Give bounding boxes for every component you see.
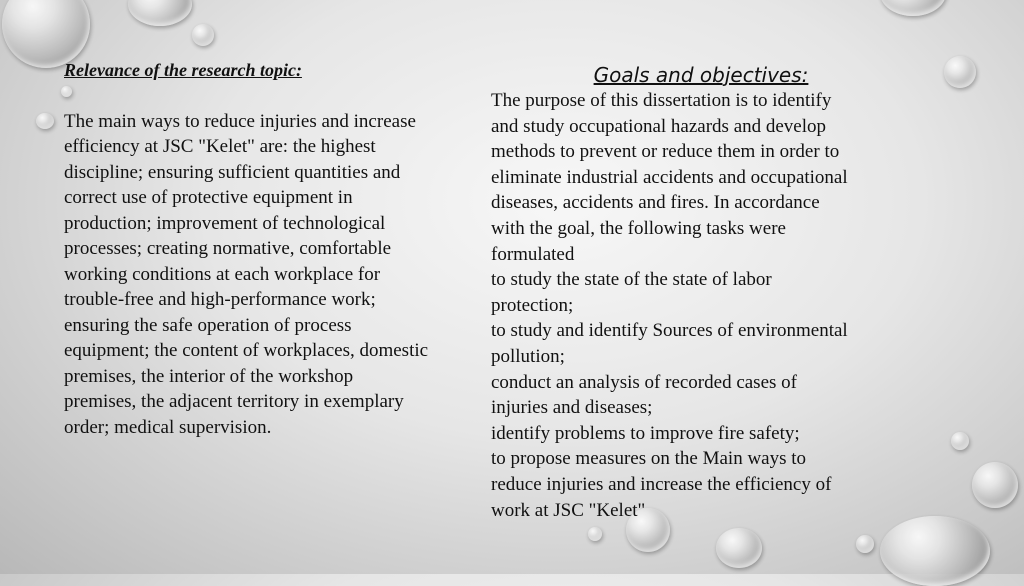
relevance-heading: Relevance of the research topic: — [64, 60, 302, 80]
goals-line: to study and identify Sources of environmental — [491, 320, 848, 342]
water-drop — [944, 56, 976, 88]
relevance-line: premises, the adjacent territory in exemplary — [64, 391, 404, 412]
water-drop — [588, 527, 602, 541]
relevance-line: ensuring the safe operation of process — [64, 314, 352, 336]
relevance-line: production; improvement of technological — [64, 212, 386, 234]
relevance-body — [64, 109, 476, 441]
goals-line: eliminate industrial accidents and occupational — [491, 166, 848, 188]
water-drop — [128, 0, 192, 26]
relevance-line: order; medical supervision. — [64, 416, 272, 438]
relevance-line: discipline; ensuring sufficient quantities and — [64, 161, 401, 183]
goals-line: identify problems to improve fire safety; — [491, 422, 800, 444]
water-drop — [36, 113, 54, 129]
water-drop — [951, 432, 969, 450]
relevance-section — [64, 58, 476, 440]
water-drop — [192, 24, 214, 46]
goals-heading: Goals and objectives: — [593, 63, 809, 87]
goals-line: work at JSC "Kelet" — [491, 499, 646, 521]
relevance-line: equipment; the content of workplaces, domestic — [64, 340, 429, 361]
goals-line: formulated — [491, 243, 575, 265]
relevance-line: efficiency at JSC "Kelet" are: the highest — [64, 136, 376, 157]
goals-line: methods to prevent or reduce them in order to — [491, 141, 840, 163]
goals-section — [491, 62, 911, 523]
relevance-line: working conditions at each workplace for — [64, 263, 381, 285]
goals-line: with the goal, the following tasks were — [491, 217, 786, 239]
goals-line: protection; — [491, 294, 574, 316]
relevance-line: trouble-free and high-performance work; — [64, 289, 376, 310]
goals-line: reduce injuries and increase the efficiency of — [491, 473, 832, 495]
relevance-line: processes; creating normative, comfortable — [64, 238, 392, 259]
goals-line: The purpose of this dissertation is to identify — [491, 90, 832, 111]
relevance-line: premises, the interior of the workshop — [64, 365, 354, 387]
water-drop — [880, 516, 990, 586]
water-drop — [972, 462, 1018, 508]
goals-line: and study occupational hazards and develop — [491, 115, 827, 137]
goals-line: injuries and diseases; — [491, 397, 653, 419]
relevance-line: correct use of protective equipment in — [64, 187, 353, 208]
relevance-line: The main ways to reduce injuries and increase — [64, 110, 416, 132]
goals-body — [491, 88, 911, 523]
goals-line: conduct an analysis of recorded cases of — [491, 371, 797, 393]
water-drop — [880, 0, 946, 16]
goals-line: to propose measures on the Main ways to — [491, 448, 807, 470]
water-drop — [856, 535, 874, 553]
goals-line: to study the state of the state of labor — [491, 269, 772, 291]
goals-line: diseases, accidents and fires. In accordance — [491, 192, 820, 214]
goals-line: pollution; — [491, 345, 565, 367]
water-drop — [716, 528, 762, 568]
